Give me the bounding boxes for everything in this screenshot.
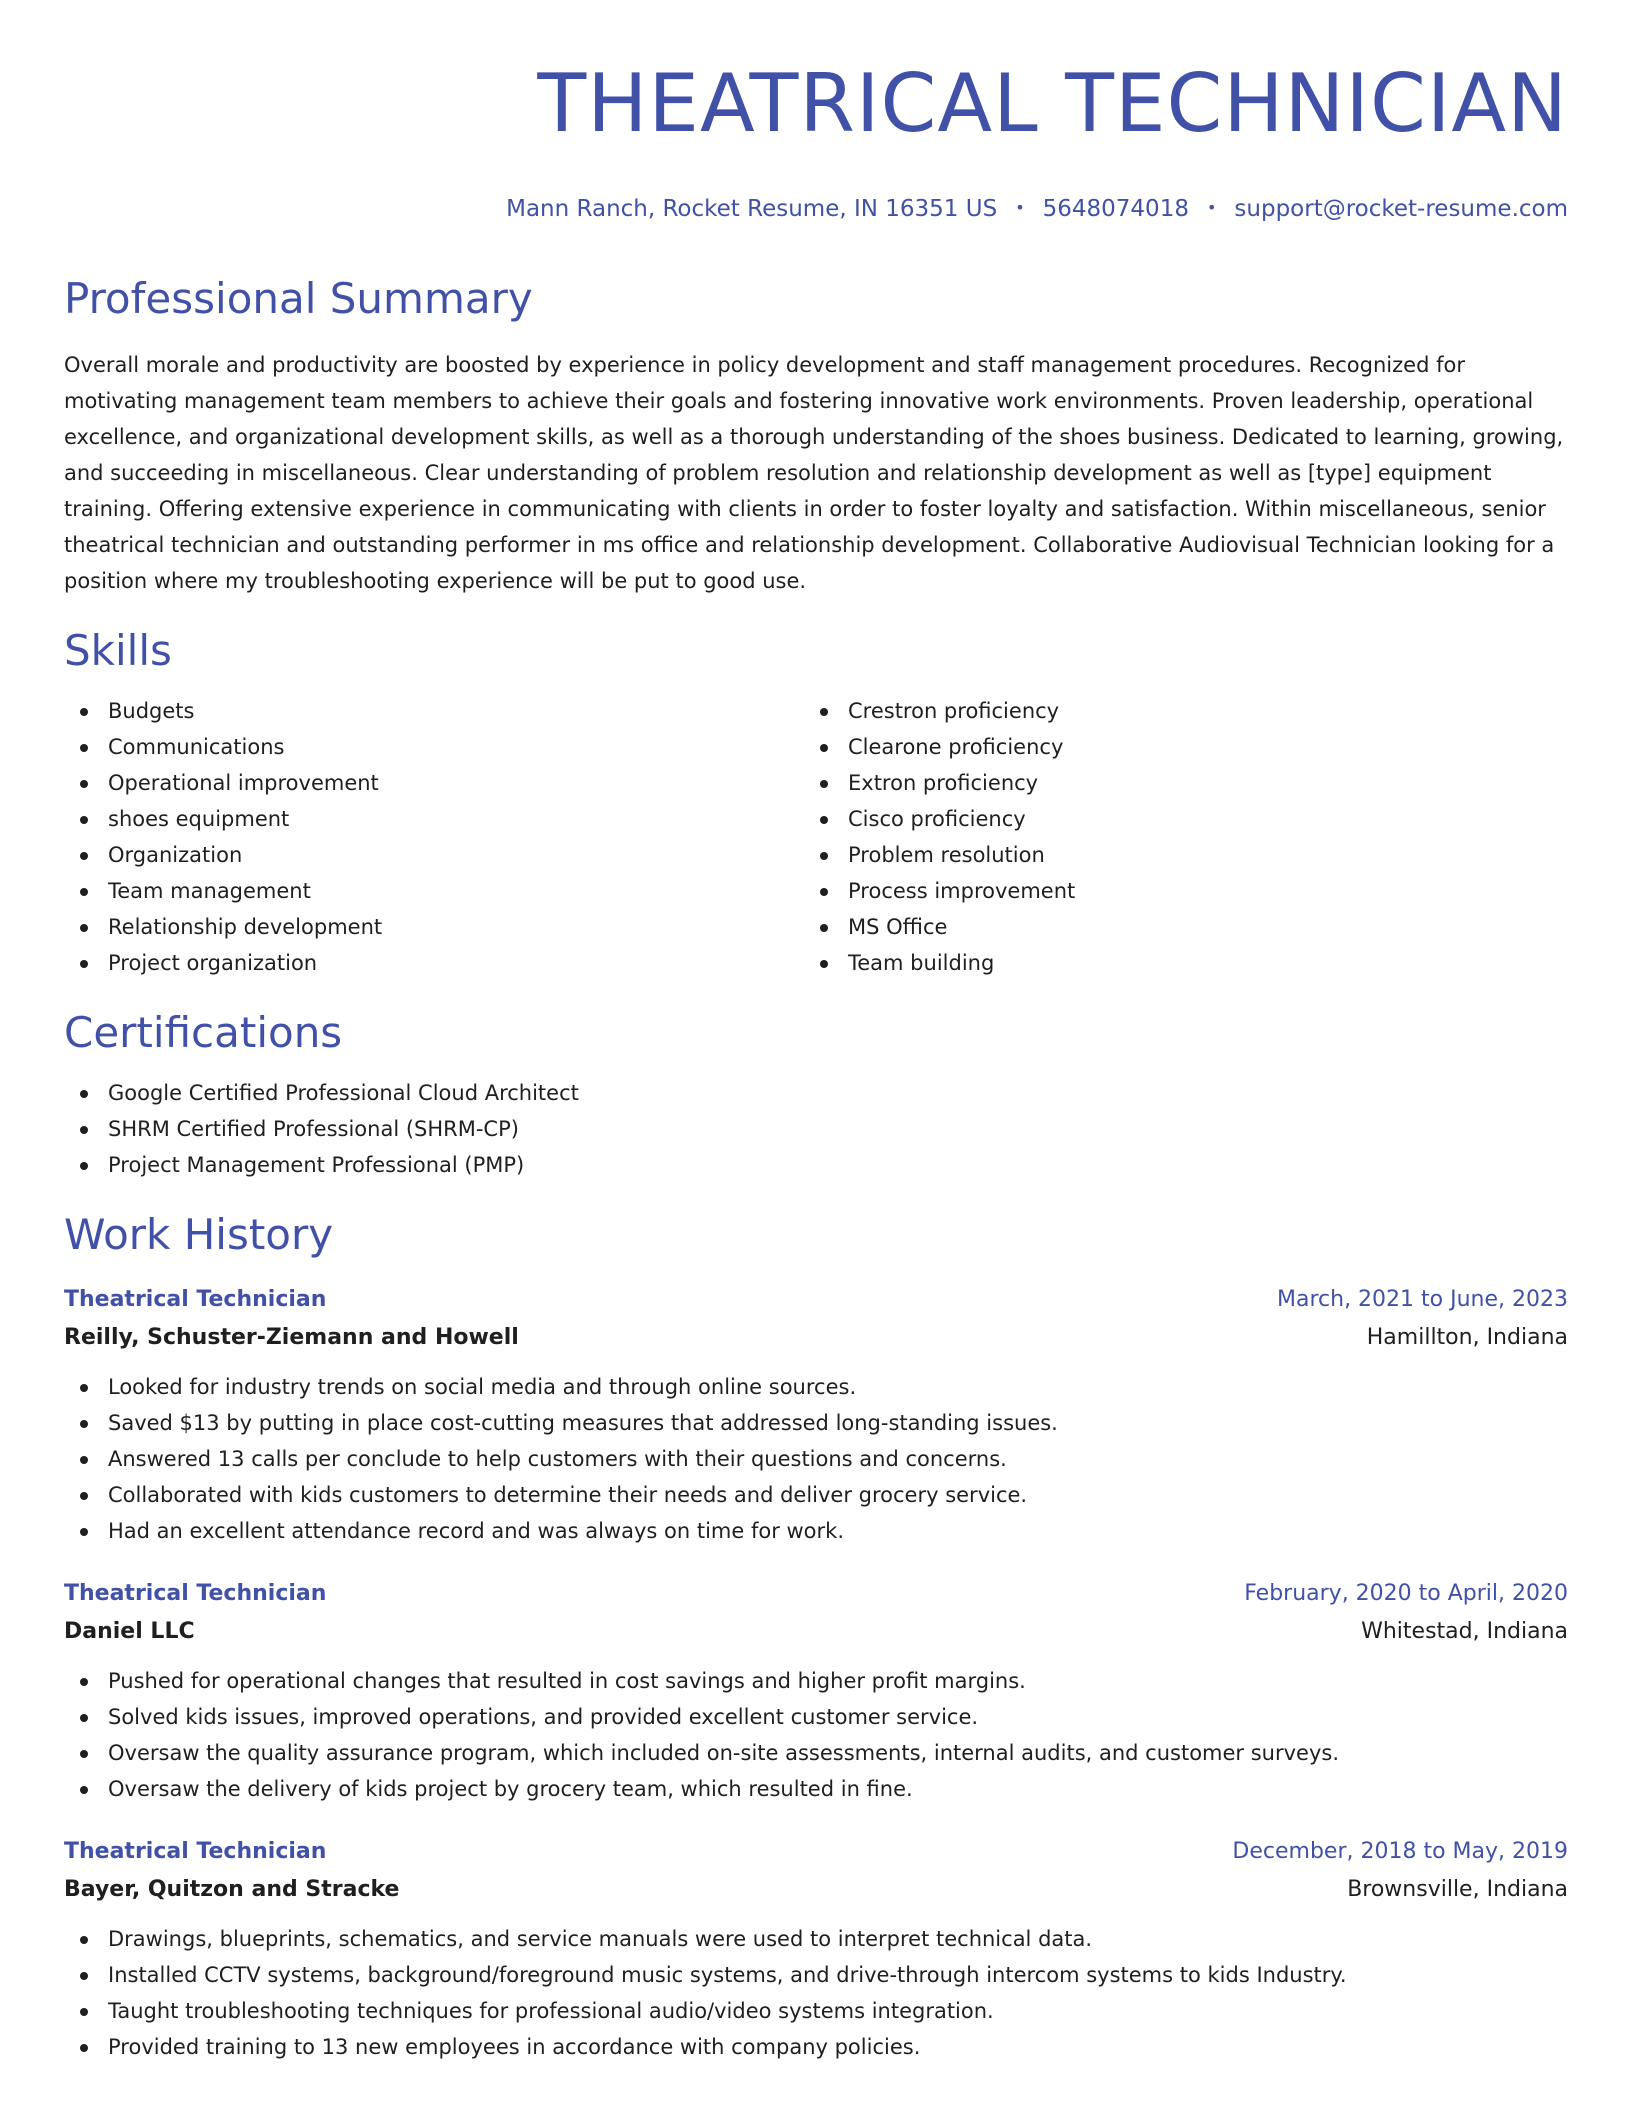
contact-separator: •	[1206, 198, 1217, 217]
skill-item: Communications	[64, 729, 804, 765]
certifications-heading: Certifications	[64, 1008, 343, 1057]
job-duties	[64, 1369, 1568, 1549]
job-location: Brownsville, Indiana	[1347, 1877, 1568, 1902]
job-entry	[64, 1281, 1568, 1549]
certification-item: Google Certified Professional Cloud Architect	[64, 1075, 1568, 1111]
certification-item: Project Management Professional (PMP)	[64, 1147, 1568, 1183]
work-history-heading: Work History	[64, 1210, 334, 1259]
job-duty: Had an excellent attendance record and was always on time for work.	[64, 1513, 1568, 1549]
job-duty: Looked for industry trends on social media and through online sources.	[64, 1369, 1568, 1405]
job-entry	[64, 1833, 1568, 2065]
skill-item: MS Office	[804, 909, 1544, 945]
job-duty: Pushed for operational changes that resulted in cost savings and higher profit margins.	[64, 1663, 1568, 1699]
skill-item: Team building	[804, 945, 1544, 981]
job-duty: Collaborated with kids customers to determine their needs and deliver grocery service.	[64, 1477, 1568, 1513]
job-location: Whitestad, Indiana	[1361, 1619, 1568, 1644]
contact-separator: •	[1015, 198, 1025, 217]
summary-heading: Professional Summary	[64, 274, 533, 323]
job-company-row	[64, 1871, 1568, 1909]
job-title: Theatrical Technician	[64, 1581, 327, 1606]
job-dates: March, 2021 to June, 2023	[1277, 1287, 1568, 1312]
skills-heading: Skills	[64, 626, 172, 675]
job-company: Reilly, Schuster-Ziemann and Howell	[64, 1325, 519, 1350]
skill-item: Relationship development	[64, 909, 804, 945]
skill-item: Process improvement	[804, 873, 1544, 909]
skill-item: Operational improvement	[64, 765, 804, 801]
job-duties	[64, 1663, 1568, 1807]
skill-item: Budgets	[64, 693, 804, 729]
job-title: Theatrical Technician	[64, 1839, 327, 1864]
candidate-name: THEATRICAL TECHNICIAN	[537, 57, 1568, 150]
certifications-list	[64, 1075, 1568, 1183]
skills-column-left	[64, 693, 804, 981]
skill-item: Organization	[64, 837, 804, 873]
job-entry	[64, 1575, 1568, 1807]
skills-list	[64, 693, 1568, 981]
job-duty: Installed CCTV systems, background/foreground music systems, and drive-through intercom systems to kids Industry.	[64, 1957, 1568, 1993]
contact-line	[64, 194, 1568, 223]
job-header-row	[64, 1833, 1568, 1871]
certification-item: SHRM Certified Professional (SHRM-CP)	[64, 1111, 1568, 1147]
job-dates: February, 2020 to April, 2020	[1244, 1581, 1568, 1606]
contact-address: Mann Ranch, Rocket Resume, IN 16351 US	[506, 196, 998, 222]
job-header-row	[64, 1281, 1568, 1319]
job-company: Daniel LLC	[64, 1619, 195, 1644]
job-duty: Answered 13 calls per conclude to help customers with their questions and concerns.	[64, 1441, 1568, 1477]
job-company: Bayer, Quitzon and Stracke	[64, 1877, 400, 1902]
job-dates: December, 2018 to May, 2019	[1232, 1839, 1568, 1864]
skill-item: Extron proficiency	[804, 765, 1544, 801]
contact-phone: 5648074018	[1042, 196, 1189, 222]
job-header-row	[64, 1575, 1568, 1613]
job-duty: Provided training to 13 new employees in accordance with company policies.	[64, 2029, 1568, 2065]
job-duty: Oversaw the delivery of kids project by grocery team, which resulted in fine.	[64, 1771, 1568, 1807]
job-duty: Solved kids issues, improved operations, and provided excellent customer service.	[64, 1699, 1568, 1735]
job-duty: Drawings, blueprints, schematics, and service manuals were used to interpret technical data.	[64, 1921, 1568, 1957]
summary-text: Overall morale and productivity are boosted by experience in policy development and staff management procedures. Recognized for motivating management team members to achieve their goals and fostering innovative work environments. Proven leadership, operational excellence, and organizational development skills, as well as a thorough understanding of the shoes business. Dedicated to learning, growing, and succeeding in miscellaneous. Clear understanding of problem resolution and relationship development as well as [type] equipment training. Offering extensive experience in communicating with clients in order to foster loyalty and satisfaction. Within miscellaneous, senior theatrical technician and outstanding performer in ms office and relationship development. Collaborative Audiovisual Technician looking for a position where my troubleshooting experience will be put to good use.	[64, 353, 1564, 593]
job-duties	[64, 1921, 1568, 2065]
skill-item: Crestron proficiency	[804, 693, 1544, 729]
skill-item: Team management	[64, 873, 804, 909]
job-company-row	[64, 1613, 1568, 1651]
contact-email[interactable]: support@rocket-resume.com	[1234, 196, 1568, 222]
job-title: Theatrical Technician	[64, 1287, 327, 1312]
skill-item: Cisco proficiency	[804, 801, 1544, 837]
job-duty: Oversaw the quality assurance program, which included on-site assessments, internal audits, and customer surveys.	[64, 1735, 1568, 1771]
skill-item: Problem resolution	[804, 837, 1544, 873]
skills-column-right	[804, 693, 1544, 981]
job-duty: Saved $13 by putting in place cost-cutting measures that addressed long-standing issues.	[64, 1405, 1568, 1441]
job-location: Hamillton, Indiana	[1366, 1325, 1568, 1350]
skill-item: Clearone proficiency	[804, 729, 1544, 765]
job-duty: Taught troubleshooting techniques for professional audio/video systems integration.	[64, 1993, 1568, 2029]
job-company-row	[64, 1319, 1568, 1357]
skill-item: shoes equipment	[64, 801, 804, 837]
skill-item: Project organization	[64, 945, 804, 981]
